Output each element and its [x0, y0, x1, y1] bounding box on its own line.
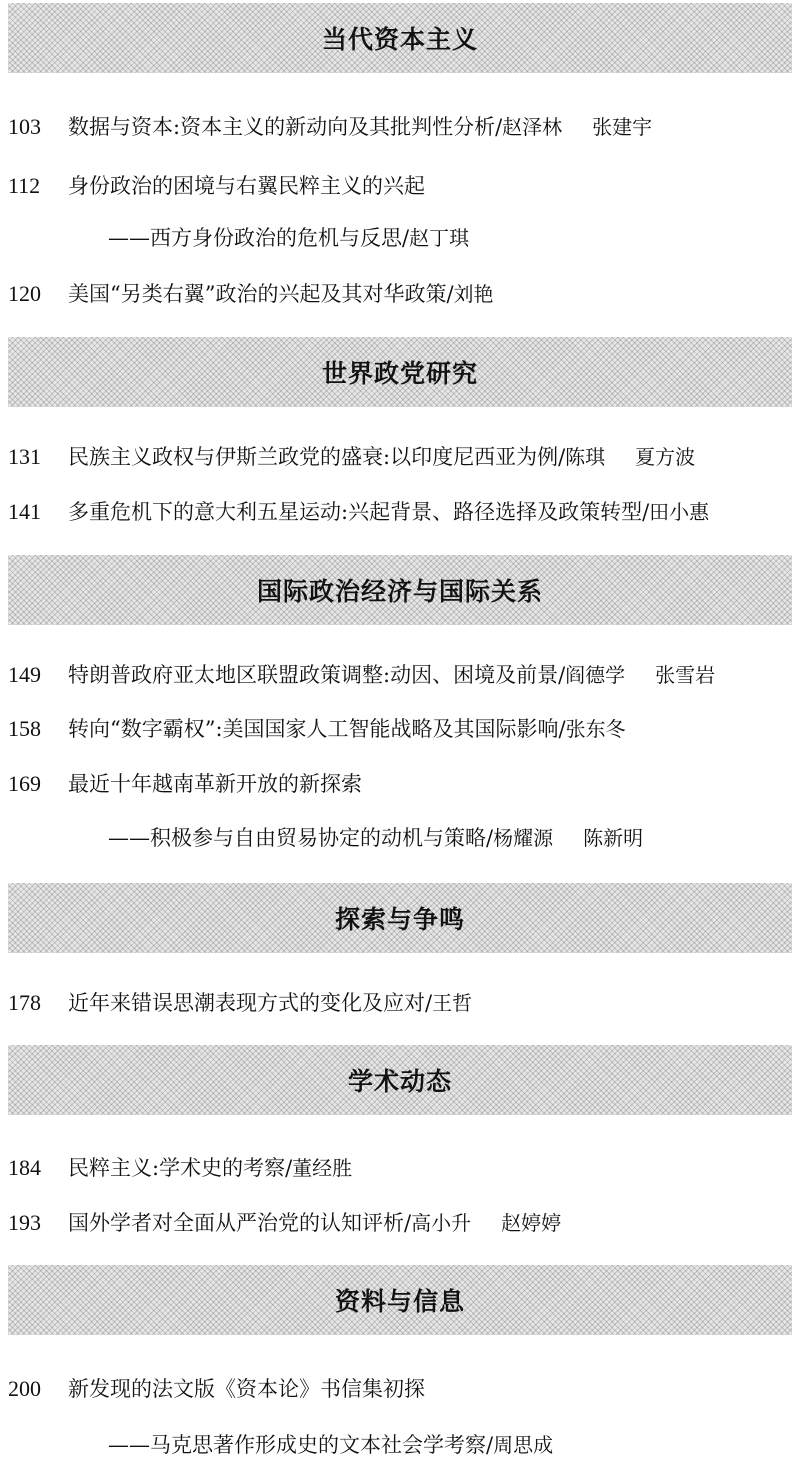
author-name: 刘艳 [453, 282, 494, 306]
page-number: 184 [8, 1155, 41, 1180]
toc-entry[interactable] [8, 112, 792, 142]
section-title: 当代资本主义 [321, 25, 478, 54]
entry-title: 民粹主义:学术史的考察/ [68, 1156, 293, 1180]
section-header [8, 883, 792, 953]
toc-entry-subtitle [108, 823, 643, 853]
entry-subtitle-text: ——马克思著作形成史的文本社会学考察/ [108, 1433, 494, 1457]
page-number: 158 [8, 716, 41, 741]
toc-entry[interactable] [8, 442, 792, 472]
author-name: 阎德学 [565, 663, 626, 687]
page-number: 149 [8, 662, 41, 687]
section-title: 世界政党研究 [321, 359, 478, 388]
page-number: 112 [8, 173, 41, 198]
author-name: 周思成 [493, 1433, 554, 1457]
toc-entry[interactable] [8, 1374, 792, 1404]
section-header [8, 555, 792, 625]
section-title: 国际政治经济与国际关系 [256, 577, 543, 606]
toc-entry[interactable] [8, 988, 792, 1018]
page-number: 103 [8, 114, 41, 139]
entry-text [68, 714, 626, 744]
author-name: 赵泽林 [502, 115, 563, 139]
section-title: 学术动态 [347, 1067, 452, 1096]
toc-entry[interactable] [8, 171, 792, 201]
entry-text [68, 497, 709, 527]
page-number: 200 [8, 1376, 41, 1401]
section-header [8, 1265, 792, 1335]
page-number: 178 [8, 990, 41, 1015]
author-name: 张雪岩 [655, 663, 716, 687]
page-number: 120 [8, 281, 41, 306]
entry-title: 国外学者对全面从严治党的认知评析/ [68, 1211, 412, 1235]
toc-entry[interactable] [8, 1153, 792, 1183]
author-name: 王哲 [432, 991, 473, 1015]
page-number: 169 [8, 771, 41, 796]
entry-title: 近年来错误思潮表现方式的变化及应对/ [68, 991, 433, 1015]
entry-title: 美国“另类右翼”政治的兴起及其对华政策/ [68, 282, 454, 306]
author-name: 高小升 [411, 1211, 472, 1235]
entry-text [68, 171, 425, 201]
toc-entry[interactable] [8, 660, 792, 690]
section-title: 探索与争鸣 [334, 905, 465, 934]
toc-entry-subtitle [108, 1430, 553, 1460]
section-header [8, 337, 792, 407]
entry-text [68, 1153, 352, 1183]
entry-title: 转向“数字霸权”:美国国家人工智能战略及其国际影响/ [68, 717, 566, 741]
entry-title: 数据与资本:资本主义的新动向及其批判性分析/ [68, 115, 503, 139]
section-header [8, 3, 792, 73]
author-name: 赵婷婷 [501, 1211, 562, 1235]
toc-entry-subtitle [108, 223, 469, 253]
toc-entry[interactable] [8, 714, 792, 744]
entry-text [68, 442, 695, 472]
toc-entry[interactable] [8, 497, 792, 527]
page-number: 141 [8, 499, 41, 524]
section-header [8, 1045, 792, 1115]
entry-title: 多重危机下的意大利五星运动:兴起背景、路径选择及政策转型/ [68, 500, 650, 524]
entry-title: 身份政治的困境与右翼民粹主义的兴起 [68, 174, 425, 198]
entry-text [68, 988, 472, 1018]
section-title: 资料与信息 [334, 1287, 465, 1316]
author-name: 陈新明 [583, 826, 644, 850]
entry-text [68, 112, 652, 142]
author-name: 杨耀源 [493, 826, 554, 850]
author-name: 夏方波 [635, 445, 696, 469]
toc-entry[interactable] [8, 279, 792, 309]
author-name: 田小惠 [649, 500, 710, 524]
toc-entry[interactable] [8, 1208, 792, 1238]
author-name: 张东冬 [565, 717, 626, 741]
entry-text [68, 279, 494, 309]
entry-title: 最近十年越南革新开放的新探索 [68, 772, 362, 796]
author-name: 董经胜 [292, 1156, 353, 1180]
entry-text [68, 660, 715, 690]
page-number: 131 [8, 444, 41, 469]
entry-title: 民族主义政权与伊斯兰政党的盛衰:以印度尼西亚为例/ [68, 445, 566, 469]
entry-title: 特朗普政府亚太地区联盟政策调整:动因、困境及前景/ [68, 663, 566, 687]
author-name: 陈琪 [565, 445, 606, 469]
author-name: 赵丁琪 [409, 226, 470, 250]
author-name: 张建宇 [592, 115, 653, 139]
entry-text [68, 769, 362, 799]
entry-text [68, 1374, 425, 1404]
toc-entry[interactable] [8, 769, 792, 799]
page-number: 193 [8, 1210, 41, 1235]
entry-subtitle-text: ——积极参与自由贸易协定的动机与策略/ [108, 826, 494, 850]
entry-title: 新发现的法文版《资本论》书信集初探 [68, 1377, 425, 1401]
entry-subtitle-text: ——西方身份政治的危机与反思/ [108, 226, 410, 250]
entry-text [68, 1208, 561, 1238]
